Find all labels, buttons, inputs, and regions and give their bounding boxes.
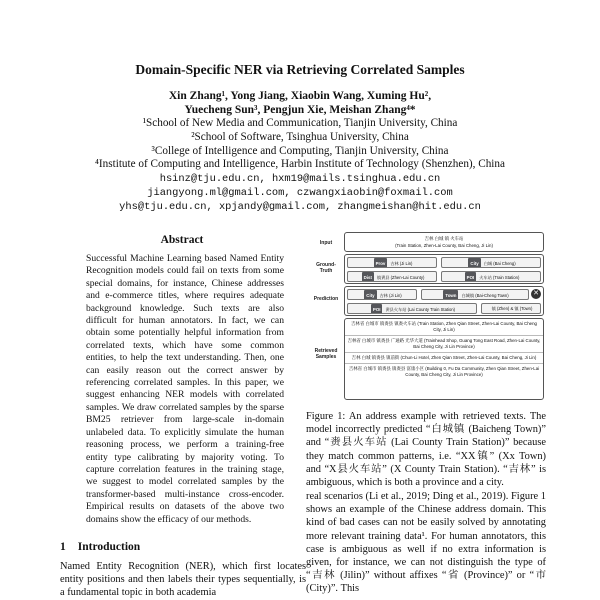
figure-1: [306, 228, 546, 406]
entity-text: 火车站 (Train Station): [479, 275, 520, 280]
entity-chip: [441, 271, 541, 282]
entity-text: 镇赉县 (Zhen-Lai County): [376, 275, 425, 280]
abstract-text: Successful Machine Learning based Named Entity Recognition models could fail on texts from some special domains, for instance, Chinese addresses and e-commerce titles, where requires adequate background knowledge. Such texts are also difficult for human annotators. In fact, we can obtain some potentially helpful information from correlated texts, which have some common entities, to help the text understanding. Then, one can easily reason out the correct answer by referencing correlated samples. In this paper, we suggest enhancing NER models with correlated samples. We draw correlated samples by the sparse BM25 retriever from large-scale in-domain unlabeled data. To explicitly simulate the human reasoning process, we perform a training-free entity type calibrating by majority voting. To capture correlation features in the training stage, we suggest to model correlated samples by the transformer-based multi-instance cross-encoder. Empirical results on datasets of the above two domains show the efficacy of our methods.: [86, 253, 284, 525]
email-line: yhs@tju.edu.cn, xpjandy@gmail.com, zhangmeishan@hit.edu.cn: [119, 201, 481, 213]
entity-text: 白城镇 (Bai-Cheng Town): [461, 293, 509, 298]
entity-chip: [441, 257, 541, 268]
retrieved-sample: 吉林 白城 镇赉县 镇前街 (Chun-Li Hotel, Zhen Qian Street, Zhen-Lai County, Bai Cheng, Ji Lin): [345, 353, 543, 364]
entity-chip: [347, 257, 437, 268]
entity-tag: POI: [465, 272, 477, 282]
prediction-row-label: Prediction: [313, 296, 339, 302]
affiliation-list: [0, 117, 600, 172]
entity-tag: City: [364, 290, 376, 300]
entity-text: 镇 (Zhen) & 镇 (Town): [491, 306, 533, 311]
ground-truth-row-label: Ground- Truth: [316, 262, 336, 274]
entity-chip: [347, 303, 477, 314]
entity-tag: Dist: [362, 272, 374, 282]
entity-tag: City: [468, 258, 480, 268]
entity-text: 吉林 (Ji Lin): [390, 261, 413, 266]
input-box: [344, 232, 544, 252]
email-list: [0, 172, 600, 214]
affiliation: ⁴Institute of Computing and Intelligence, Harbin Institute of Technology (Shenzhen), China: [95, 158, 505, 171]
author-line: Xin Zhang¹, Yong Jiang, Xiaobin Wang, Xuming Hu²,: [168, 90, 432, 102]
entity-chip: [347, 271, 437, 282]
input-gloss: (Train Station, Zhen-Lai County, Bai Cheng, Ji Lin): [395, 243, 493, 248]
retrieved-sample: 吉林省 白城市 镇赉县 镇赉县 富康小区 (Building 0, Fu Da Community, Zhen Qian Street, Zhen-Lai County, Bai Cheng City, Ji Lin Province): [348, 366, 540, 377]
input-text: 吉林 白城 镇 火车站: [424, 236, 464, 241]
entity-chip: [421, 289, 529, 300]
entity-tag: Town: [443, 290, 458, 300]
section-title: Introduction: [77, 541, 141, 553]
entity-tag: Prov: [374, 258, 388, 268]
entity-tag: POI: [371, 304, 383, 314]
entity-text: 白城 (Bai Cheng): [483, 261, 516, 266]
author-line: Yuecheng Sun³, Pengjun Xie, Meishan Zhang⁴*: [184, 104, 416, 116]
abstract-heading: Abstract: [160, 234, 204, 246]
figure-caption: Figure 1: An address example with retrieved texts. The model incorrectly predicted “白城镇 (Baicheng Town)” and “赉县火车站 (Lai County Train Station)” because they match common patterns, i.e. “XX镇” (Xx Town) and “X县火车站” (X County Train Station). “吉林” is ambiguous, which is both a province and a city.: [306, 411, 546, 489]
affiliation: ¹School of New Media and Communication, Tianjin University, China: [142, 117, 458, 129]
entity-text: 吉林 (Ji Lin): [379, 293, 402, 298]
paper-title: Domain-Specific NER via Retrieving Correlated Samples: [135, 62, 465, 77]
body-text: real scenarios (Li et al., 2019; Ding et al., 2019). Figure 1 shows an example of the Chinese address domain. This kind of bad cases can not be easily solved by annotating more relevant training data¹. For human annotators, this case is ambiguous as well if no extra information is given, for instance, we can not distinguish the type of “吉林 (Jilin)” without affixes “省 (Province)” or “市 (City)”. This: [306, 491, 546, 595]
section-number: 1: [60, 541, 66, 553]
affiliation: ³College of Intelligence and Computing, Tianjin University, China: [151, 144, 449, 157]
intro-text: Named Entity Recognition (NER), which first locates entity positions and then labels their types sequentially, is a fundamental topic in both academia: [60, 561, 306, 599]
ground-truth-box: [344, 254, 544, 284]
author-list: [0, 89, 600, 117]
retrieved-sample: 吉林省 白城市 镇赉县 镇赉火车站 (Train Station, Zhen Qian Street, Zhen-Lai County, Bai Cheng City, Ji Lin): [345, 319, 543, 336]
email-line: hsinz@tju.edu.cn, hxm19@mails.tsinghua.edu.cn: [159, 173, 441, 185]
retrieved-sample: 吉林省 白城市 镇赉县 广通路 光华大道 (Trainhead Shop, Guang Tong East Road, Zhen-Lai County, Bai Cheng City, Ji Lin Province): [345, 336, 543, 353]
wrong-prediction-icon: ✕: [531, 289, 541, 299]
section-heading: [60, 541, 140, 553]
entity-chip: [347, 289, 417, 300]
entity-chip: [481, 303, 541, 314]
affiliation: ²School of Software, Tsinghua University, China: [191, 130, 409, 143]
input-row-label: Input: [319, 240, 333, 246]
email-line: jiangyong.ml@gmail.com, czwangxiaobin@foxmail.com: [147, 187, 453, 199]
retrieved-box: [344, 318, 544, 400]
entity-text: 赉县火车站 (Lai County Train Station): [385, 307, 456, 312]
prediction-box: [344, 286, 544, 316]
retrieved-row-label: Retrieved Samples: [314, 348, 338, 360]
